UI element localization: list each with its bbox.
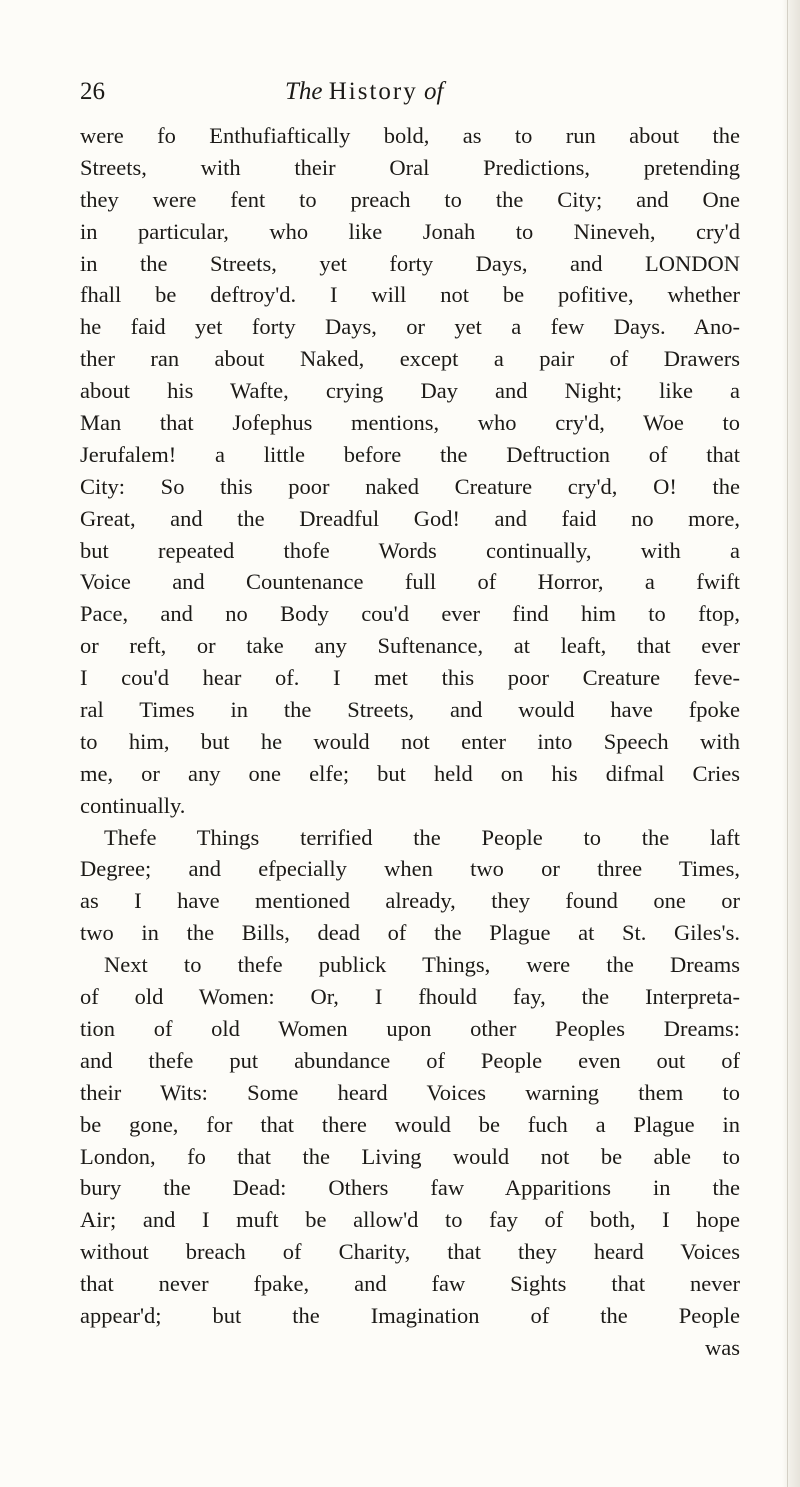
- running-title-of: of: [424, 78, 444, 105]
- running-title-the: The: [285, 78, 323, 105]
- page-edge: [782, 0, 800, 1487]
- text-line: about his Wafte, crying Day and Night; like a: [80, 378, 740, 404]
- text-line: London, fo that the Living would not be able to: [80, 1143, 740, 1169]
- text-line: but repeated thofe Words continually, with a: [80, 537, 740, 563]
- body-text: [80, 120, 740, 1364]
- book-page: [80, 72, 740, 1364]
- text-line: to him, but he would not enter into Speech with: [80, 728, 740, 754]
- text-line: without breach of Charity, that they heard Voices: [80, 1239, 740, 1265]
- text-line: were fo Enthufiaftically bold, as to run about the: [80, 123, 740, 148]
- text-line: their Wits: Some heard Voices warning them to: [80, 1079, 740, 1105]
- text-line: and thefe put abundance of People even out of: [80, 1047, 740, 1073]
- page-number: 26: [80, 78, 105, 105]
- text-line: of old Women: Or, I fhould fay, the Interpreta-: [80, 984, 740, 1010]
- text-line: as I have mentioned already, they found one or: [80, 888, 740, 914]
- text-line: Degree; and efpecially when two or three Times,: [80, 856, 740, 882]
- text-line: appear'd; but the Imagination of the People: [80, 1302, 740, 1328]
- text-line: or reft, or take any Suftenance, at leaft, that ever: [80, 633, 740, 659]
- text-line: that never fpake, and faw Sights that never: [80, 1271, 740, 1297]
- text-line: I cou'd hear of. I met this poor Creature feve-: [80, 665, 740, 691]
- text-line: two in the Bills, dead of the Plague at St. Giles's.: [80, 920, 740, 946]
- text-line: in particular, who like Jonah to Nineveh, cry'd: [80, 218, 740, 244]
- text-line: ral Times in the Streets, and would have fpoke: [80, 697, 740, 723]
- running-title: [285, 72, 443, 112]
- text-line: Voice and Countenance full of Horror, a fwift: [80, 569, 740, 595]
- text-line: continually.: [80, 792, 186, 818]
- paragraph-first-line: Next to thefe publick Things, were the Dreams: [104, 952, 740, 978]
- text-line: Pace, and no Body cou'd ever find him to ftop,: [80, 601, 740, 627]
- text-line: in the Streets, yet forty Days, and LONDON: [80, 250, 740, 276]
- text-line: be gone, for that there would be fuch a Plague in: [80, 1111, 740, 1137]
- text-line: Great, and the Dreadful God! and faid no more,: [80, 505, 740, 531]
- text-line: they were fent to preach to the City; and One: [80, 186, 740, 212]
- text-line: Air; and I muft be allow'd to fay of both, I hope: [80, 1207, 740, 1233]
- text-line: City: So this poor naked Creature cry'd, O! the: [80, 473, 740, 499]
- text-line: ther ran about Naked, except a pair of Drawers: [80, 346, 740, 372]
- text-line: tion of old Women upon other Peoples Dreams:: [80, 1015, 740, 1041]
- text-line: bury the Dead: Others faw Apparitions in the: [80, 1175, 740, 1201]
- page-edge-line: [787, 0, 788, 1487]
- text-line: Man that Jofephus mentions, who cry'd, Woe to: [80, 410, 740, 436]
- running-title-history: History: [328, 78, 418, 105]
- text-line: he faid yet forty Days, or yet a few Days. Ano-: [80, 314, 740, 340]
- text-line: fhall be deftroy'd. I will not be pofitive, whether: [80, 282, 740, 308]
- paragraph-first-line: Thefe Things terrified the People to the laft: [104, 824, 740, 850]
- running-header: [80, 72, 740, 112]
- text-line: Jerufalem! a little before the Deftruction of that: [80, 441, 740, 467]
- text-line: me, or any one elfe; but held on his difmal Cries: [80, 760, 740, 786]
- text-line: Streets, with their Oral Predictions, pretending: [80, 154, 740, 180]
- catchword: was: [705, 1334, 740, 1360]
